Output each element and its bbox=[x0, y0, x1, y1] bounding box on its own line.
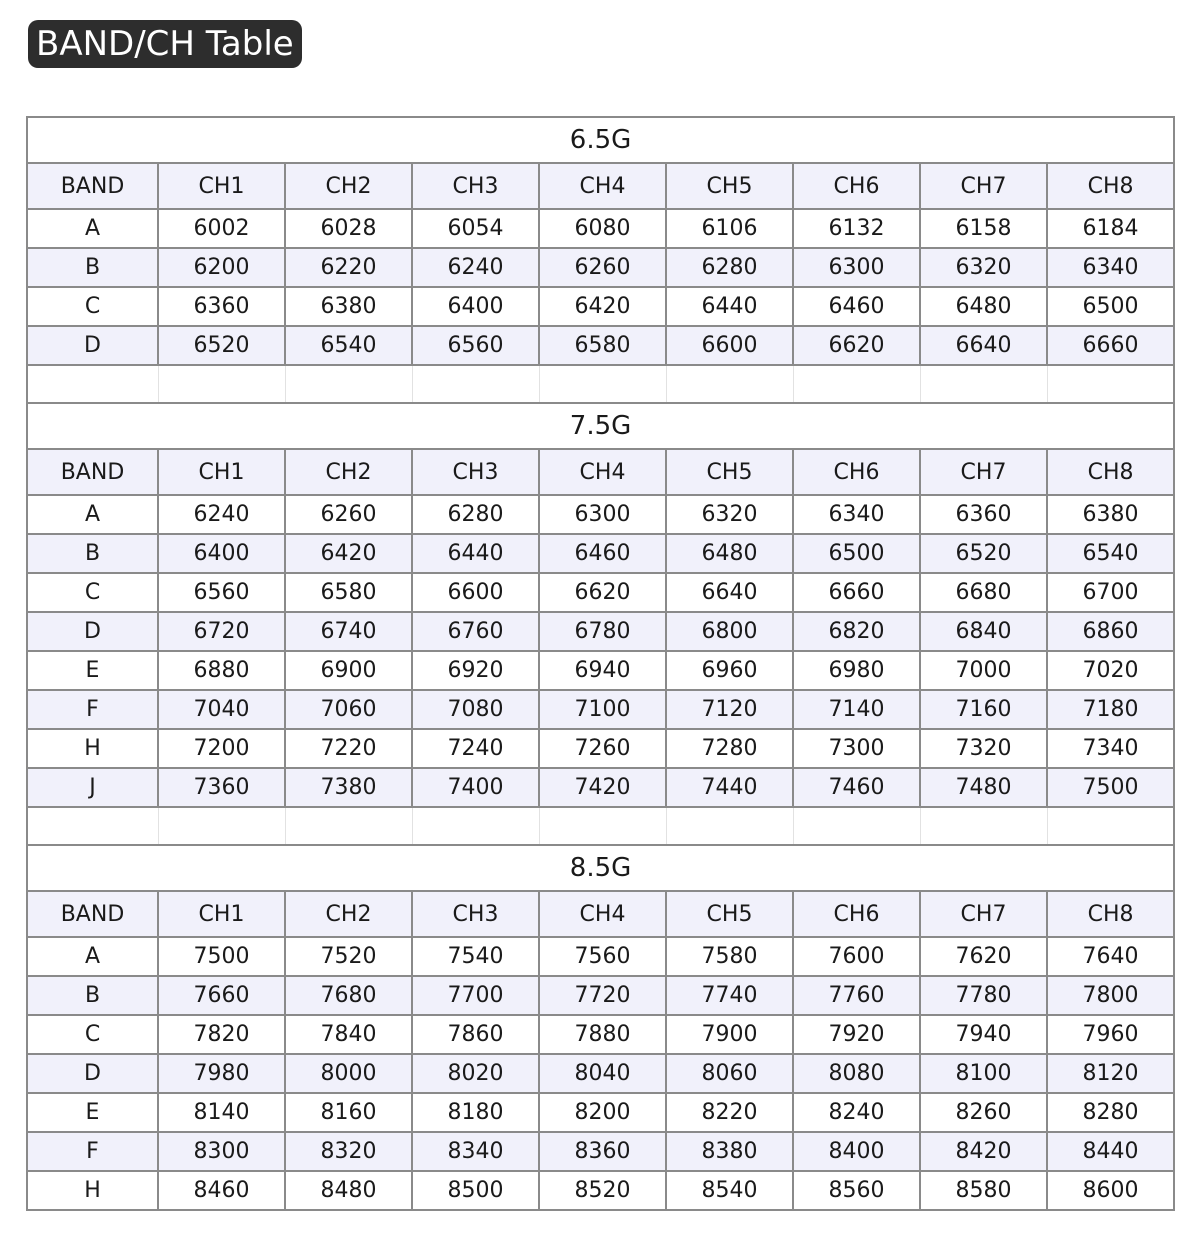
frequency-cell: 6300 bbox=[793, 248, 920, 287]
frequency-cell: 6240 bbox=[412, 248, 539, 287]
frequency-cell: 7880 bbox=[539, 1015, 666, 1054]
frequency-cell: 8200 bbox=[539, 1093, 666, 1132]
frequency-cell: 8240 bbox=[793, 1093, 920, 1132]
frequency-cell: 7760 bbox=[793, 976, 920, 1015]
frequency-cell: 6600 bbox=[666, 326, 793, 365]
spacer-cell bbox=[27, 365, 158, 403]
frequency-cell: 8080 bbox=[793, 1054, 920, 1093]
frequency-cell: 7920 bbox=[793, 1015, 920, 1054]
frequency-cell: 7220 bbox=[285, 729, 412, 768]
frequency-cell: 7440 bbox=[666, 768, 793, 807]
channel-column-header: CH6 bbox=[793, 163, 920, 209]
table-row bbox=[27, 729, 1174, 768]
column-header-row bbox=[27, 163, 1174, 209]
frequency-cell: 6760 bbox=[412, 612, 539, 651]
frequency-cell: 6400 bbox=[412, 287, 539, 326]
frequency-cell: 7480 bbox=[920, 768, 1047, 807]
frequency-cell: 6900 bbox=[285, 651, 412, 690]
frequency-cell: 6660 bbox=[1047, 326, 1174, 365]
table-row bbox=[27, 768, 1174, 807]
band-channel-table bbox=[26, 116, 1175, 1211]
frequency-cell: 7500 bbox=[1047, 768, 1174, 807]
frequency-cell: 6500 bbox=[1047, 287, 1174, 326]
frequency-cell: 6340 bbox=[1047, 248, 1174, 287]
frequency-cell: 6184 bbox=[1047, 209, 1174, 248]
frequency-cell: 7380 bbox=[285, 768, 412, 807]
frequency-cell: 6460 bbox=[539, 534, 666, 573]
band-cell: A bbox=[27, 937, 158, 976]
frequency-cell: 6540 bbox=[1047, 534, 1174, 573]
frequency-cell: 8000 bbox=[285, 1054, 412, 1093]
frequency-cell: 7180 bbox=[1047, 690, 1174, 729]
band-cell: H bbox=[27, 729, 158, 768]
frequency-cell: 8360 bbox=[539, 1132, 666, 1171]
band-cell: E bbox=[27, 651, 158, 690]
band-cell: D bbox=[27, 612, 158, 651]
frequency-cell: 6920 bbox=[412, 651, 539, 690]
table-row bbox=[27, 534, 1174, 573]
spacer-cell bbox=[285, 807, 412, 845]
band-cell: C bbox=[27, 287, 158, 326]
frequency-cell: 7980 bbox=[158, 1054, 285, 1093]
frequency-cell: 8540 bbox=[666, 1171, 793, 1210]
frequency-cell: 6340 bbox=[793, 495, 920, 534]
channel-column-header: CH3 bbox=[412, 449, 539, 495]
frequency-cell: 7640 bbox=[1047, 937, 1174, 976]
band-cell: E bbox=[27, 1093, 158, 1132]
table-row bbox=[27, 1132, 1174, 1171]
frequency-cell: 6940 bbox=[539, 651, 666, 690]
frequency-cell: 7360 bbox=[158, 768, 285, 807]
frequency-cell: 8400 bbox=[793, 1132, 920, 1171]
spacer-cell bbox=[412, 365, 539, 403]
frequency-cell: 6260 bbox=[539, 248, 666, 287]
frequency-cell: 7800 bbox=[1047, 976, 1174, 1015]
band-cell: J bbox=[27, 768, 158, 807]
frequency-cell: 6640 bbox=[920, 326, 1047, 365]
channel-column-header: CH4 bbox=[539, 163, 666, 209]
table-row bbox=[27, 976, 1174, 1015]
frequency-cell: 6960 bbox=[666, 651, 793, 690]
frequency-cell: 6700 bbox=[1047, 573, 1174, 612]
frequency-cell: 6420 bbox=[285, 534, 412, 573]
table-row bbox=[27, 287, 1174, 326]
frequency-cell: 6260 bbox=[285, 495, 412, 534]
channel-column-header: CH4 bbox=[539, 449, 666, 495]
frequency-cell: 7940 bbox=[920, 1015, 1047, 1054]
channel-column-header: CH6 bbox=[793, 891, 920, 937]
frequency-cell: 7840 bbox=[285, 1015, 412, 1054]
channel-column-header: CH3 bbox=[412, 891, 539, 937]
table-row bbox=[27, 1093, 1174, 1132]
frequency-cell: 8340 bbox=[412, 1132, 539, 1171]
frequency-cell: 8060 bbox=[666, 1054, 793, 1093]
frequency-cell: 6780 bbox=[539, 612, 666, 651]
frequency-cell: 7960 bbox=[1047, 1015, 1174, 1054]
channel-column-header: CH7 bbox=[920, 163, 1047, 209]
frequency-cell: 8520 bbox=[539, 1171, 666, 1210]
section-title: 6.5G bbox=[27, 117, 1174, 163]
frequency-cell: 7900 bbox=[666, 1015, 793, 1054]
frequency-cell: 8020 bbox=[412, 1054, 539, 1093]
channel-column-header: CH1 bbox=[158, 163, 285, 209]
spacer-cell bbox=[920, 365, 1047, 403]
frequency-cell: 7680 bbox=[285, 976, 412, 1015]
frequency-cell: 8260 bbox=[920, 1093, 1047, 1132]
band-cell: C bbox=[27, 1015, 158, 1054]
frequency-cell: 6280 bbox=[666, 248, 793, 287]
frequency-cell: 8120 bbox=[1047, 1054, 1174, 1093]
frequency-cell: 8600 bbox=[1047, 1171, 1174, 1210]
frequency-cell: 8500 bbox=[412, 1171, 539, 1210]
band-cell: H bbox=[27, 1171, 158, 1210]
frequency-cell: 6740 bbox=[285, 612, 412, 651]
channel-column-header: CH5 bbox=[666, 449, 793, 495]
page-title: BAND/CH Table bbox=[28, 20, 302, 68]
frequency-cell: 6320 bbox=[666, 495, 793, 534]
column-header-row bbox=[27, 891, 1174, 937]
frequency-cell: 7540 bbox=[412, 937, 539, 976]
frequency-cell: 8440 bbox=[1047, 1132, 1174, 1171]
table-row bbox=[27, 937, 1174, 976]
band-cell: B bbox=[27, 248, 158, 287]
frequency-cell: 6106 bbox=[666, 209, 793, 248]
frequency-cell: 6480 bbox=[666, 534, 793, 573]
frequency-cell: 7280 bbox=[666, 729, 793, 768]
frequency-cell: 8040 bbox=[539, 1054, 666, 1093]
spacer-cell bbox=[539, 365, 666, 403]
spacer-cell bbox=[920, 807, 1047, 845]
band-cell: D bbox=[27, 326, 158, 365]
channel-column-header: CH2 bbox=[285, 449, 412, 495]
frequency-cell: 7700 bbox=[412, 976, 539, 1015]
frequency-cell: 7740 bbox=[666, 976, 793, 1015]
frequency-cell: 6620 bbox=[539, 573, 666, 612]
frequency-cell: 6540 bbox=[285, 326, 412, 365]
frequency-cell: 7620 bbox=[920, 937, 1047, 976]
channel-column-header: CH7 bbox=[920, 449, 1047, 495]
frequency-cell: 6820 bbox=[793, 612, 920, 651]
band-column-header: BAND bbox=[27, 891, 158, 937]
frequency-cell: 7660 bbox=[158, 976, 285, 1015]
table-row bbox=[27, 209, 1174, 248]
channel-column-header: CH1 bbox=[158, 449, 285, 495]
frequency-cell: 6440 bbox=[666, 287, 793, 326]
spacer-cell bbox=[666, 807, 793, 845]
frequency-cell: 8480 bbox=[285, 1171, 412, 1210]
frequency-cell: 7140 bbox=[793, 690, 920, 729]
frequency-cell: 8460 bbox=[158, 1171, 285, 1210]
frequency-cell: 6240 bbox=[158, 495, 285, 534]
frequency-cell: 8580 bbox=[920, 1171, 1047, 1210]
frequency-cell: 7240 bbox=[412, 729, 539, 768]
frequency-cell: 6980 bbox=[793, 651, 920, 690]
frequency-cell: 7300 bbox=[793, 729, 920, 768]
frequency-cell: 6380 bbox=[1047, 495, 1174, 534]
channel-column-header: CH3 bbox=[412, 163, 539, 209]
frequency-cell: 7580 bbox=[666, 937, 793, 976]
channel-column-header: CH1 bbox=[158, 891, 285, 937]
frequency-cell: 7500 bbox=[158, 937, 285, 976]
band-cell: D bbox=[27, 1054, 158, 1093]
frequency-cell: 8560 bbox=[793, 1171, 920, 1210]
table-row bbox=[27, 1054, 1174, 1093]
section-title-row bbox=[27, 403, 1174, 449]
frequency-cell: 6520 bbox=[158, 326, 285, 365]
table-row bbox=[27, 1171, 1174, 1210]
table-row bbox=[27, 1015, 1174, 1054]
section-title: 7.5G bbox=[27, 403, 1174, 449]
frequency-cell: 6580 bbox=[539, 326, 666, 365]
frequency-cell: 7120 bbox=[666, 690, 793, 729]
frequency-cell: 6220 bbox=[285, 248, 412, 287]
frequency-cell: 8220 bbox=[666, 1093, 793, 1132]
band-cell: B bbox=[27, 976, 158, 1015]
frequency-cell: 6680 bbox=[920, 573, 1047, 612]
table-row bbox=[27, 690, 1174, 729]
band-channel-table-container bbox=[26, 116, 1172, 1211]
frequency-cell: 8140 bbox=[158, 1093, 285, 1132]
spacer-cell bbox=[285, 365, 412, 403]
frequency-cell: 7780 bbox=[920, 976, 1047, 1015]
channel-column-header: CH8 bbox=[1047, 163, 1174, 209]
band-cell: A bbox=[27, 209, 158, 248]
section-spacer-row bbox=[27, 807, 1174, 845]
frequency-cell: 7000 bbox=[920, 651, 1047, 690]
spacer-cell bbox=[1047, 365, 1174, 403]
frequency-cell: 8380 bbox=[666, 1132, 793, 1171]
frequency-cell: 6360 bbox=[920, 495, 1047, 534]
table-row bbox=[27, 573, 1174, 612]
frequency-cell: 6800 bbox=[666, 612, 793, 651]
frequency-cell: 8180 bbox=[412, 1093, 539, 1132]
frequency-cell: 6520 bbox=[920, 534, 1047, 573]
frequency-cell: 6640 bbox=[666, 573, 793, 612]
section-title: 8.5G bbox=[27, 845, 1174, 891]
frequency-cell: 6200 bbox=[158, 248, 285, 287]
spacer-cell bbox=[1047, 807, 1174, 845]
table-row bbox=[27, 248, 1174, 287]
frequency-cell: 6600 bbox=[412, 573, 539, 612]
spacer-cell bbox=[27, 807, 158, 845]
table-row bbox=[27, 495, 1174, 534]
band-column-header: BAND bbox=[27, 449, 158, 495]
channel-column-header: CH7 bbox=[920, 891, 1047, 937]
channel-column-header: CH5 bbox=[666, 891, 793, 937]
table-row bbox=[27, 651, 1174, 690]
frequency-cell: 6320 bbox=[920, 248, 1047, 287]
frequency-cell: 6860 bbox=[1047, 612, 1174, 651]
band-cell: C bbox=[27, 573, 158, 612]
frequency-cell: 6620 bbox=[793, 326, 920, 365]
channel-column-header: CH6 bbox=[793, 449, 920, 495]
frequency-cell: 7400 bbox=[412, 768, 539, 807]
frequency-cell: 7200 bbox=[158, 729, 285, 768]
frequency-cell: 6560 bbox=[412, 326, 539, 365]
frequency-cell: 7100 bbox=[539, 690, 666, 729]
frequency-cell: 6300 bbox=[539, 495, 666, 534]
channel-column-header: CH4 bbox=[539, 891, 666, 937]
frequency-cell: 8320 bbox=[285, 1132, 412, 1171]
band-cell: F bbox=[27, 1132, 158, 1171]
frequency-cell: 8100 bbox=[920, 1054, 1047, 1093]
section-title-row bbox=[27, 845, 1174, 891]
frequency-cell: 7560 bbox=[539, 937, 666, 976]
channel-column-header: CH2 bbox=[285, 163, 412, 209]
frequency-cell: 6132 bbox=[793, 209, 920, 248]
spacer-cell bbox=[539, 807, 666, 845]
spacer-cell bbox=[412, 807, 539, 845]
frequency-cell: 8420 bbox=[920, 1132, 1047, 1171]
frequency-cell: 6840 bbox=[920, 612, 1047, 651]
frequency-cell: 8280 bbox=[1047, 1093, 1174, 1132]
frequency-cell: 7020 bbox=[1047, 651, 1174, 690]
frequency-cell: 6380 bbox=[285, 287, 412, 326]
frequency-cell: 7340 bbox=[1047, 729, 1174, 768]
frequency-cell: 6580 bbox=[285, 573, 412, 612]
table-row bbox=[27, 326, 1174, 365]
frequency-cell: 6420 bbox=[539, 287, 666, 326]
frequency-cell: 7820 bbox=[158, 1015, 285, 1054]
channel-column-header: CH2 bbox=[285, 891, 412, 937]
frequency-cell: 6280 bbox=[412, 495, 539, 534]
band-column-header: BAND bbox=[27, 163, 158, 209]
frequency-cell: 7860 bbox=[412, 1015, 539, 1054]
frequency-cell: 7720 bbox=[539, 976, 666, 1015]
frequency-cell: 6480 bbox=[920, 287, 1047, 326]
spacer-cell bbox=[793, 365, 920, 403]
frequency-cell: 7160 bbox=[920, 690, 1047, 729]
spacer-cell bbox=[158, 807, 285, 845]
frequency-cell: 7460 bbox=[793, 768, 920, 807]
column-header-row bbox=[27, 449, 1174, 495]
frequency-cell: 6720 bbox=[158, 612, 285, 651]
frequency-cell: 6400 bbox=[158, 534, 285, 573]
frequency-cell: 6660 bbox=[793, 573, 920, 612]
channel-column-header: CH8 bbox=[1047, 449, 1174, 495]
frequency-cell: 7080 bbox=[412, 690, 539, 729]
band-cell: B bbox=[27, 534, 158, 573]
frequency-cell: 6054 bbox=[412, 209, 539, 248]
frequency-cell: 6360 bbox=[158, 287, 285, 326]
spacer-cell bbox=[158, 365, 285, 403]
frequency-cell: 7060 bbox=[285, 690, 412, 729]
frequency-cell: 6560 bbox=[158, 573, 285, 612]
section-spacer-row bbox=[27, 365, 1174, 403]
frequency-cell: 7320 bbox=[920, 729, 1047, 768]
frequency-cell: 7260 bbox=[539, 729, 666, 768]
frequency-cell: 7040 bbox=[158, 690, 285, 729]
channel-column-header: CH5 bbox=[666, 163, 793, 209]
frequency-cell: 7520 bbox=[285, 937, 412, 976]
frequency-cell: 6002 bbox=[158, 209, 285, 248]
frequency-cell: 6500 bbox=[793, 534, 920, 573]
spacer-cell bbox=[666, 365, 793, 403]
channel-column-header: CH8 bbox=[1047, 891, 1174, 937]
frequency-cell: 8160 bbox=[285, 1093, 412, 1132]
frequency-cell: 6880 bbox=[158, 651, 285, 690]
frequency-cell: 6158 bbox=[920, 209, 1047, 248]
frequency-cell: 8300 bbox=[158, 1132, 285, 1171]
frequency-cell: 6080 bbox=[539, 209, 666, 248]
frequency-cell: 6460 bbox=[793, 287, 920, 326]
section-title-row bbox=[27, 117, 1174, 163]
frequency-cell: 7600 bbox=[793, 937, 920, 976]
spacer-cell bbox=[793, 807, 920, 845]
band-cell: F bbox=[27, 690, 158, 729]
table-row bbox=[27, 612, 1174, 651]
frequency-cell: 7420 bbox=[539, 768, 666, 807]
frequency-cell: 6028 bbox=[285, 209, 412, 248]
band-cell: A bbox=[27, 495, 158, 534]
frequency-cell: 6440 bbox=[412, 534, 539, 573]
